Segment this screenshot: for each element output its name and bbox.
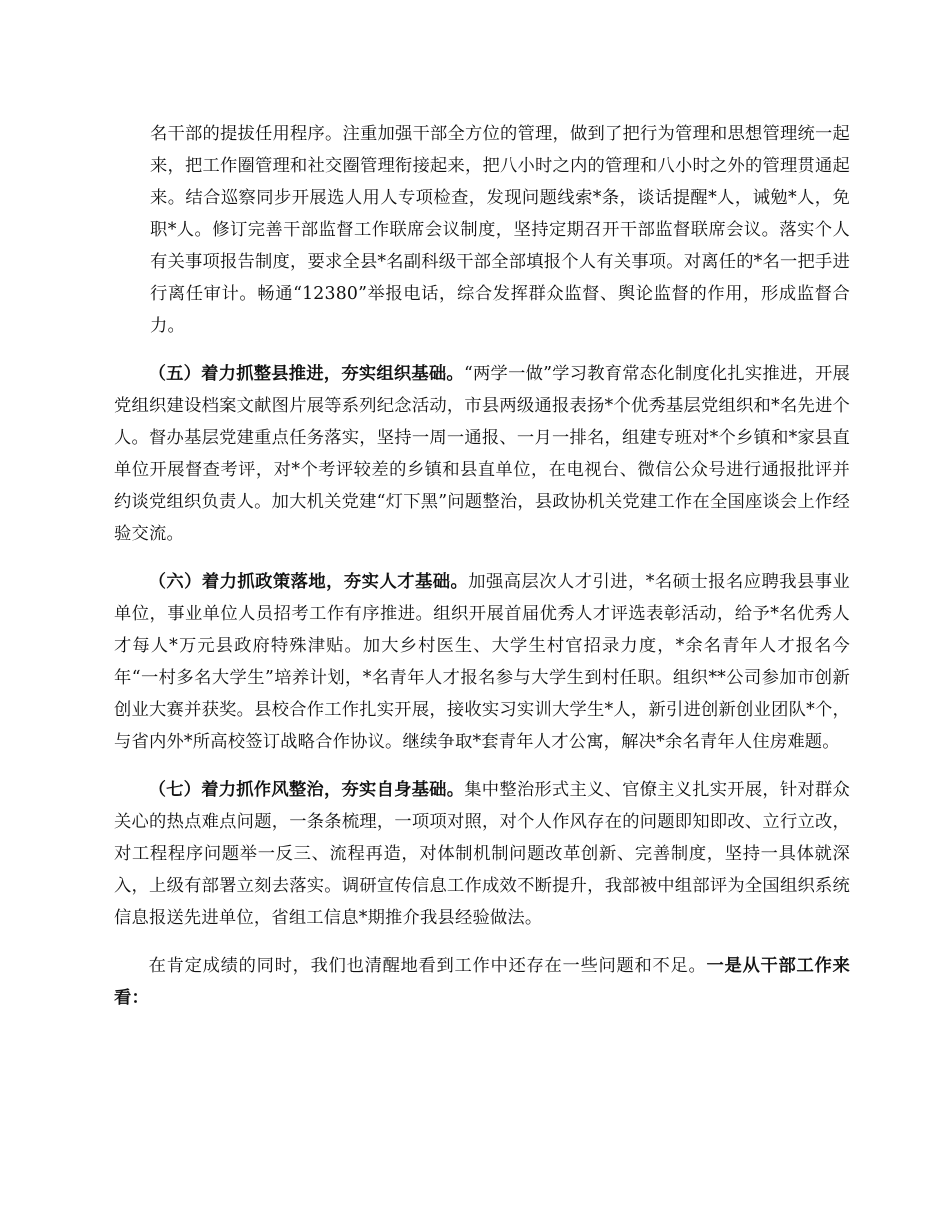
paragraph-section-five — [114, 358, 850, 550]
paragraph-body: “两学一做”学习教育常态化制度化扎实推进，开展党组织建设档案文献图片展等系列纪念活动，市县两级通报表扬*个优秀基层党组织和*名先进个人。督办基层党建重点任务落实，坚持一周一通报、一月一排名，组建专班对*个乡镇和*家县直单位开展督查考评，对*个考评较差的乡镇和县直单位，在电视台、微信公众号进行通报批评并约谈党组织负责人。加大机关党建“灯下黑”问题整治，县政协机关党建工作在全国座谈会上作经验交流。 — [114, 364, 850, 544]
section-heading: （七）着力抓作风整治，夯实自身基础。 — [148, 780, 465, 800]
section-heading: （五）着力抓整县推进，夯实组织基础。 — [148, 364, 464, 384]
paragraph-body: 加强高层次人才引进，*名硕士报名应聘我县事业单位，事业单位人员招考工作有序推进。组织开展首届优秀人才评选表彰活动，给予*名优秀人才每人*万元县政府特殊津贴。加大乡村医生、大学生村官招录力度，*余名青年人才报名今年“一村多名大学生”培养计划，*名青年人才报名参与大学生到村任职。组织**公司参加市创新创业大赛并获奖。县校合作工作扎实开展，接收实习实训大学生*人，新引进创新创业团队*个，与省内外*所高校签订战略合作协议。继续争取*套青年人才公寓，解决*余名青年人住房难题。 — [114, 572, 850, 752]
document-page — [114, 118, 850, 1030]
paragraph-section-seven — [114, 774, 850, 934]
subsection-heading: 一是从干部工作来看： — [114, 956, 850, 1008]
paragraph-body: 集中整治形式主义、官僚主义扎实开展，针对群众关心的热点难点问题，一条条梳理，一项项对照，对个人作风存在的问题即知即改、立行立改，对工程程序问题举一反三、流程再造，对体制机制问题改革创新、完善制度，坚持一具体就深入，上级有部署立刻去落实。调研宣传信息工作成效不断提升，我部被中组部评为全国组织系统信息报送先进单位，省组工信息*期推介我县经验做法。 — [114, 780, 850, 928]
paragraph-section-six — [114, 566, 850, 758]
section-heading: （六）着力抓政策落地，夯实人才基础。 — [148, 572, 469, 592]
paragraph-body: 在肯定成绩的同时，我们也清醒地看到工作中还存在一些问题和不足。 — [148, 956, 707, 976]
paragraph-cadre-supervision — [114, 118, 850, 342]
paragraph-problems-intro — [114, 950, 850, 1014]
paragraph-body: 名干部的提拔任用程序。注重加强干部全方位的管理，做到了把行为管理和思想管理统一起来，把工作圈管理和社交圈管理衔接起来，把八小时之内的管理和八小时之外的管理贯通起来。结合巡察同步开展选人用人专项检查，发现问题线索*条，谈话提醒*人，诫勉*人，免职*人。修订完善干部监督工作联席会议制度，坚持定期召开干部监督联席会议。落实个人有关事项报告制度，要求全县*名副科级干部全部填报个人有关事项。对离任的*名一把手进行离任审计。畅通“12380”举报电话，综合发挥群众监督、舆论监督的作用，形成监督合力。 — [150, 124, 850, 336]
